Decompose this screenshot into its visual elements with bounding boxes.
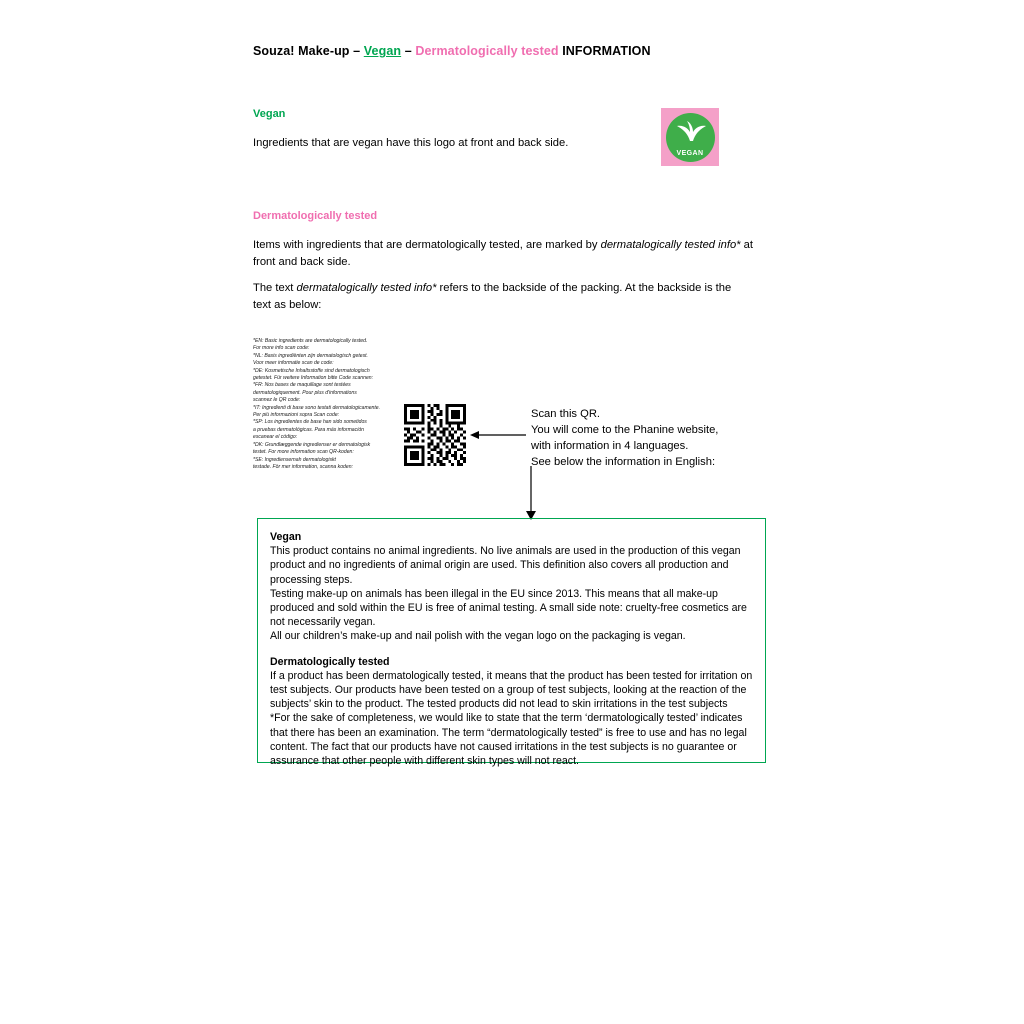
vegan-logo-circle (666, 113, 715, 162)
derm-2-part-a: The text (253, 282, 297, 294)
label-line: *SE: Ingrediensernah dermatologiskt (253, 456, 336, 463)
title-information: INFORMATION (562, 44, 651, 58)
box-vegan-paragraph-2: Testing make-up on animals has been illegal in the EU since 2013. This means that all make-up produced and sold within the EU is free of animal testing. A small side note: cruelty-free cosmetics are not necessarily vegan. (270, 587, 747, 629)
vegan-logo (661, 108, 719, 166)
box-heading-derm: Dermatologically tested (270, 655, 390, 668)
title-dash-1: – (353, 44, 361, 58)
title-dash-2: – (404, 44, 412, 58)
page-title (253, 44, 651, 58)
derm-2-italic: dermatalogically tested info* (296, 282, 437, 294)
box-heading-vegan: Vegan (270, 531, 302, 543)
box-vegan-paragraph-3: All our children’s make-up and nail polish with the vegan logo on the packaging is vegan. (270, 630, 686, 643)
box-spacer (270, 644, 755, 655)
title-brand: Souza! Make-up (253, 44, 350, 58)
heading-vegan: Vegan (253, 108, 286, 120)
label-line: getestet. Für weitere Information bitte Code scannen: (253, 375, 374, 382)
label-line: *FR: Nos bases de maquillage sont testées (253, 382, 351, 389)
label-line: testet. For more information scan QR-koden: (253, 449, 354, 456)
label-line: *EN: Basic ingredients are dermatologically tested. (253, 338, 368, 344)
title-dermatologically-tested: Dermatologically tested (415, 44, 559, 58)
label-line: dermatologiquement. Pour plus d'informations (253, 389, 357, 396)
information-box (257, 518, 766, 768)
arrow-to-qr-icon (470, 428, 526, 442)
packaging-label-text (253, 338, 388, 471)
qr-code (404, 404, 466, 466)
derm-2-part-b: refers to the backside of the packing. At the backside is the text as below: (253, 282, 732, 311)
label-line: For more info scan code: (253, 345, 310, 352)
label-line: *SP: Los ingredientes de base han sido sometidos (253, 419, 367, 426)
derm-1-part-b: at front and back side. (253, 239, 753, 268)
label-line: *NL: Basis ingrediënten zijn dermatologisch getest. (253, 352, 368, 359)
paragraph-derm-1 (253, 237, 753, 271)
scan-line: See below the information in English: (531, 456, 716, 468)
heading-dermatologically-tested: Dermatologically tested (253, 210, 378, 222)
box-derm-paragraph-1: If a product has been dermatologically tested, it means that the product has been tested for irritation on test subjects. Our products have been tested on a group of test subjects, looking at the reaction of the subjects’ skin to the product. The tested products did not lead to skin irritations in the test subjects (270, 669, 753, 711)
label-line: a pruebas dermatológicas. Para más información (253, 426, 364, 433)
scan-line: with information in 4 languages. (531, 440, 689, 452)
derm-1-part-a: Items with ingredients that are dermatologically tested, are marked by (253, 239, 601, 251)
derm-1-italic: dermatalogically tested info* (600, 239, 741, 251)
label-line: scannez le QR code: (253, 397, 301, 404)
title-vegan-link[interactable]: Vegan (363, 44, 402, 58)
label-line: *DK: Grundlæggende ingredienser er dermatologisk (253, 441, 371, 448)
scan-instruction-text (531, 406, 821, 470)
vegan-logo-label: VEGAN (676, 149, 704, 157)
scan-line: You will come to the Phanine website, (531, 424, 719, 436)
label-line: testade. För mer information, scanna koden: (253, 463, 353, 470)
scan-line: Scan this QR. (531, 408, 601, 420)
paragraph-vegan-body: Ingredients that are vegan have this logo at front and back side. (253, 137, 569, 149)
label-line: *DE: Kosmetische Inhaltsstoffe sind dermatologisch (253, 367, 370, 374)
box-vegan-paragraph-1: This product contains no animal ingredients. No live animals are used in the production of this vegan product and no ingredients of animal origin are used. This definition also covers all production and processing steps. (270, 545, 741, 586)
label-line: *IT: Ingredienti di base sono testati dermatologicamente. (253, 404, 381, 411)
label-line: escanear el código: (253, 434, 298, 441)
paragraph-derm-2 (253, 280, 748, 314)
arrow-to-box-icon (520, 466, 542, 520)
box-derm-paragraph-2: *For the sake of completeness, we would like to state that the term ‘dermatologically tested’ indicates that there has been an examination. The term “dermatologically tested” is free to use and has no legal content. The fact that our products have not caused irritations in the test subjects is no guarantee or assurance that other people with different skin types will not react. (270, 712, 747, 768)
label-line: Per più informazioni sopra Scan code: (253, 412, 340, 419)
leaf-icon (673, 120, 707, 142)
label-line: Voor meer informatie scan de code: (253, 360, 334, 367)
